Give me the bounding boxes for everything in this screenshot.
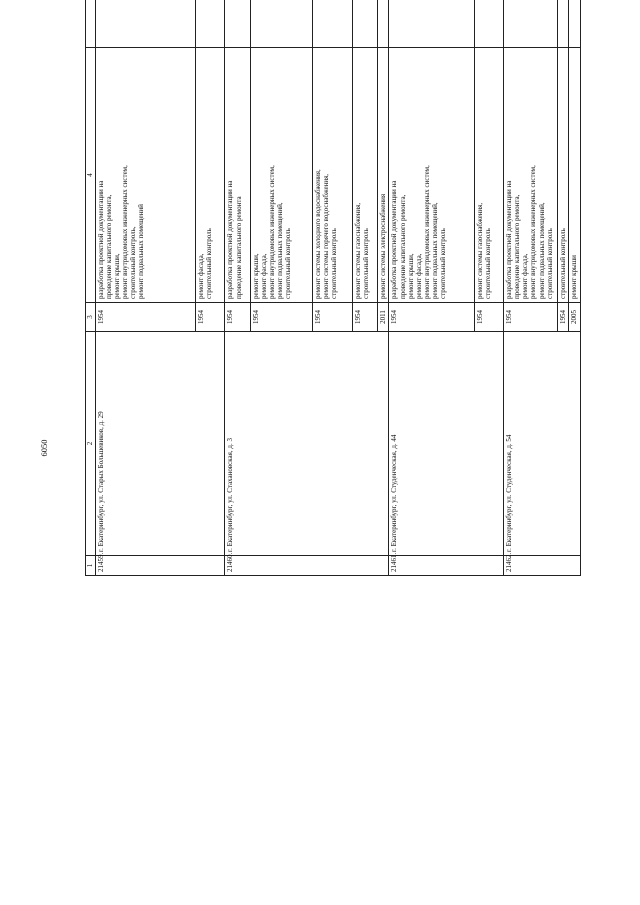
- work-item: ремонт крыши,: [406, 253, 415, 299]
- year-cell: 2005: [569, 303, 581, 332]
- works-cell: [557, 48, 569, 303]
- work-item: строительный контроль,: [129, 226, 138, 299]
- work-item: ремонт системы горячего водоснабжения,: [322, 173, 331, 299]
- works-cell: [389, 48, 475, 303]
- year-cell: 1954: [250, 303, 313, 332]
- works-cell: [96, 48, 196, 303]
- period-cell: [352, 0, 377, 48]
- work-item: ремонт системы электроснабжения: [378, 193, 387, 299]
- works-cell: [313, 48, 353, 303]
- work-item: ремонт внутридомовых инженерных систем,: [121, 165, 130, 299]
- work-item: ремонт системы газоснабжения,: [476, 202, 485, 299]
- year-cell: 1954: [352, 303, 377, 332]
- year-cell: 1954: [313, 303, 353, 332]
- period-cell: [196, 0, 225, 48]
- period-cell: [225, 0, 250, 48]
- work-item: ремонт крыши: [570, 255, 579, 299]
- year-cell: 1954: [504, 303, 558, 332]
- address-cell: г. Екатеринбург, ул. Студенческая, д. 54: [504, 332, 581, 556]
- header-col-4: 4: [86, 48, 96, 303]
- works-cell: [504, 48, 558, 303]
- table-row: [389, 0, 475, 576]
- work-item: ремонт фасада,: [521, 253, 530, 299]
- work-item: ремонт внутридомовых инженерных систем,: [529, 165, 538, 299]
- row-number-cell: 21459.: [96, 556, 225, 576]
- work-item: разработка проектной документации на: [390, 180, 399, 299]
- works-cell: [225, 48, 250, 303]
- table-row: [225, 0, 250, 576]
- work-item: ремонт системы газоснабжения,: [353, 202, 362, 299]
- year-cell: 1954: [475, 303, 504, 332]
- address-cell: г. Екатеринбург, ул. Стахановская, д. 3: [225, 332, 389, 556]
- work-item: строительный контроль: [545, 228, 554, 299]
- period-cell: [96, 0, 196, 48]
- works-cell: [250, 48, 313, 303]
- work-item: разработка проектной документации на: [97, 180, 105, 299]
- works-cell: [352, 48, 377, 303]
- header-col-5: [86, 0, 96, 48]
- work-item: разработка проектной документации на: [505, 180, 514, 299]
- table-rotation-frame: [85, 80, 581, 848]
- work-item: ремонт подвальных помещений,: [275, 202, 284, 299]
- header-col-2: 2: [86, 332, 96, 556]
- works-cell: [377, 48, 389, 303]
- work-item: ремонт внутридомовых инженерных систем,: [422, 165, 431, 299]
- header-col-1: 1: [86, 556, 96, 576]
- work-item: ремонт подвальных помещений,: [430, 202, 439, 299]
- period-cell: [569, 0, 581, 48]
- row-number-cell: 21462.: [504, 556, 581, 576]
- work-item: ремонт подвальных помещений: [137, 204, 146, 299]
- row-number-cell: 21460.: [225, 556, 389, 576]
- work-item: проведение капитального ремонта,: [398, 194, 407, 299]
- work-item: строительный контроль: [361, 228, 370, 299]
- work-item: строительный контроль: [438, 228, 447, 299]
- work-item: строительный контроль: [205, 228, 214, 299]
- year-cell: 1954: [389, 303, 475, 332]
- work-item: ремонт подвальных помещений,: [537, 202, 546, 299]
- period-cell: [250, 0, 313, 48]
- work-item: ремонт фасада,: [197, 253, 206, 299]
- period-cell: [475, 0, 504, 48]
- work-item: строительный контроль: [283, 228, 292, 299]
- work-item: проведение капитального ремонта: [234, 196, 243, 299]
- work-item: строительный контроль: [558, 228, 567, 299]
- table-row: [504, 0, 558, 576]
- row-number-cell: 21461.: [389, 556, 504, 576]
- work-item: проведение капитального ремонта,: [513, 194, 522, 299]
- works-cell: [569, 48, 581, 303]
- year-cell: 1954: [557, 303, 569, 332]
- address-cell: г. Екатеринбург, ул. Студенческая, д. 44: [389, 332, 504, 556]
- table-row: [96, 0, 196, 576]
- address-cell: г. Екатеринбург, ул. Старых Большевиков, д. 29: [96, 332, 225, 556]
- period-cell: [313, 0, 353, 48]
- period-cell: [377, 0, 389, 48]
- work-item: ремонт внутридомовых инженерных систем,: [267, 165, 276, 299]
- year-cell: 1954: [196, 303, 225, 332]
- work-item: ремонт крыши,: [251, 253, 260, 299]
- year-cell: 1954: [96, 303, 196, 332]
- year-cell: 1954: [225, 303, 250, 332]
- work-item: строительный контроль: [484, 228, 493, 299]
- works-cell: [475, 48, 504, 303]
- year-cell: 2011: [377, 303, 389, 332]
- page-number: 6050: [39, 439, 49, 457]
- period-cell: [504, 0, 558, 48]
- work-item: ремонт фасада,: [414, 253, 423, 299]
- works-cell: [196, 48, 225, 303]
- work-item: проведение капитального ремонта,: [105, 194, 114, 299]
- period-cell: [557, 0, 569, 48]
- table-body: [96, 0, 581, 576]
- work-item: ремонт системы холодного водоснабжения,: [314, 169, 323, 299]
- work-item: разработка проектной документации на: [226, 180, 235, 299]
- period-cell: [389, 0, 475, 48]
- repair-schedule-table: [85, 0, 581, 576]
- table-header: [86, 0, 96, 576]
- header-col-3: 3: [86, 303, 96, 332]
- work-item: строительный контроль: [330, 228, 339, 299]
- work-item: ремонт крыши,: [113, 253, 122, 299]
- work-item: ремонт фасада,: [259, 253, 268, 299]
